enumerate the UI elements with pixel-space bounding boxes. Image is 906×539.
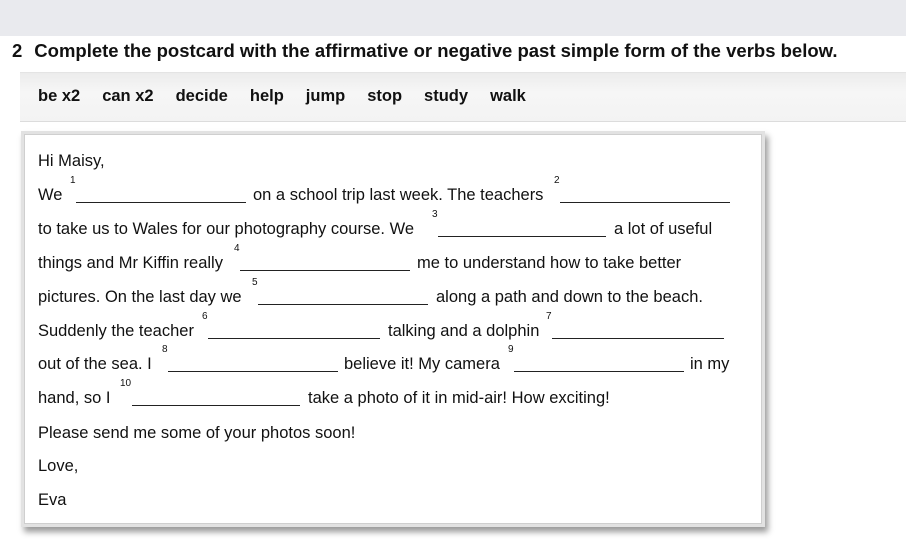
answer-blank-10[interactable] <box>132 405 300 406</box>
line-text: a lot of useful <box>614 220 713 238</box>
top-bar <box>0 0 906 36</box>
answer-blank-6[interactable] <box>208 338 380 339</box>
verb-item: decide <box>175 87 228 105</box>
answer-blank-5[interactable] <box>258 304 428 305</box>
verb-item: help <box>249 87 284 105</box>
instruction-text: Complete the postcard with the affirmative or negative past simple form of the verbs below. <box>34 40 838 61</box>
verb-item: can x2 <box>102 87 154 105</box>
answer-blank-8[interactable] <box>168 371 338 372</box>
answer-blank-2[interactable] <box>560 202 730 203</box>
verb-item: be x2 <box>38 87 81 105</box>
verb-item: stop <box>367 87 403 105</box>
line-text: things and Mr Kiffin really <box>38 254 223 272</box>
line-text: talking and a dolphin <box>388 322 540 340</box>
gap-number: 1 <box>70 175 76 186</box>
answer-blank-7[interactable] <box>552 338 724 339</box>
answer-blank-9[interactable] <box>514 371 684 372</box>
gap-number: 6 <box>202 311 208 322</box>
line-text: Suddenly the teacher <box>38 322 194 340</box>
gap-number: 7 <box>546 311 552 322</box>
gap-number: 9 <box>508 344 514 355</box>
verb-item: walk <box>490 87 526 105</box>
postcard-greeting: Hi Maisy, <box>38 152 105 170</box>
postcard-signature: Eva <box>38 491 67 509</box>
line-text: pictures. On the last day we <box>38 288 242 306</box>
line-text: in my <box>690 355 730 373</box>
gap-number: 8 <box>162 344 168 355</box>
line-text: on a school trip last week. The teachers <box>253 186 544 204</box>
gap-number: 3 <box>432 209 438 220</box>
line-text: to take us to Wales for our photography course. We <box>38 220 415 238</box>
gap-number: 2 <box>554 175 560 186</box>
verb-item: jump <box>305 87 346 105</box>
answer-blank-3[interactable] <box>438 236 606 237</box>
exercise-number: 2 <box>12 40 23 61</box>
line-text: out of the sea. I <box>38 355 152 373</box>
answer-blank-4[interactable] <box>240 270 410 271</box>
line-text: hand, so I <box>38 389 111 407</box>
gap-number: 5 <box>252 277 258 288</box>
exercise-instruction <box>12 40 838 62</box>
postcard-sign-off: Love, <box>38 457 79 475</box>
verb-list <box>38 87 548 106</box>
line-text: me to understand how to take better <box>417 254 682 272</box>
line-text: We <box>38 186 63 204</box>
verb-item: study <box>424 87 469 105</box>
line-text: believe it! My camera <box>344 355 500 373</box>
line-text: take a photo of it in mid-air! How exciting! <box>308 389 610 407</box>
answer-blank-1[interactable] <box>76 202 246 203</box>
gap-number: 4 <box>234 243 240 254</box>
gap-number: 10 <box>120 378 132 389</box>
line-text: along a path and down to the beach. <box>436 288 703 306</box>
postcard-closing-line: Please send me some of your photos soon! <box>38 424 356 442</box>
